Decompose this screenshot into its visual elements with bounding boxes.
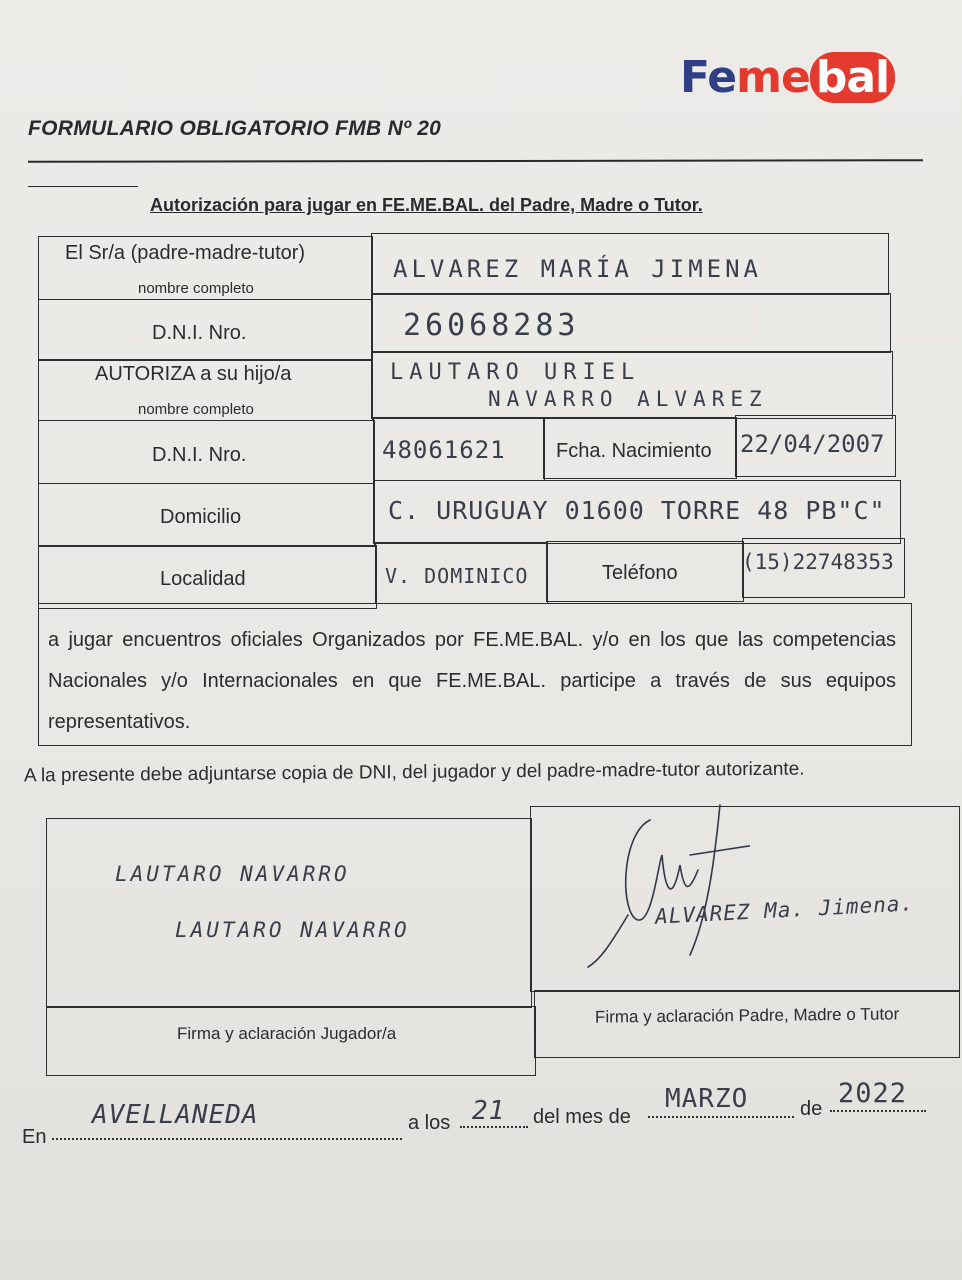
- title-divider: [28, 159, 923, 163]
- form-subtitle: Autorización para jugar en FE.ME.BAL. del Padre, Madre o Tutor.: [150, 195, 703, 215]
- address-value: C. URUGUAY 01600 TORRE 48 PB"C": [388, 496, 886, 525]
- year-value: 2022: [838, 1078, 908, 1109]
- year-dotted-line: [830, 1110, 926, 1112]
- phone-label: Teléfono: [602, 562, 678, 584]
- footer-mes-label: del mes de: [533, 1106, 631, 1128]
- birth-date-value: 22/04/2007: [740, 430, 885, 458]
- locality-label: Localidad: [160, 568, 246, 590]
- logo-part-3: bal: [810, 52, 895, 103]
- authorization-text: a jugar encuentros oficiales Organizados por FE.ME.BAL. y/o en los que las competencias Nacionales y/o Internacionales en que FE.ME.BAL. participe a través de sus equipos representativos.: [48, 629, 896, 733]
- city-value: AVELLANEDA: [92, 1100, 259, 1130]
- femebal-logo: [680, 52, 895, 103]
- child-label: AUTORIZA a su hijo/a: [95, 363, 292, 385]
- locality-value: V. DOMINICO: [385, 564, 529, 588]
- birth-label: Fcha. Nacimiento: [556, 440, 712, 462]
- parent-label: El Sr/a (padre-madre-tutor): [65, 242, 306, 264]
- logo-part-2: me: [736, 52, 810, 103]
- parent-dni-label: D.N.I. Nro.: [152, 322, 247, 344]
- attachment-note: A la presente debe adjuntarse copia de DNI, del jugador y del padre-madre-tutor autorizante.: [23, 758, 805, 787]
- short-divider: [28, 186, 138, 187]
- parent-signature-scribble: [580, 795, 750, 975]
- player-name-line1: LAUTARO NAVARRO: [115, 862, 350, 886]
- parent-sublabel: nombre completo: [138, 280, 254, 297]
- parent-signature-label: Firma y aclaración Padre, Madre o Tutor: [594, 1004, 900, 1027]
- footer-de-label: de: [800, 1098, 823, 1120]
- address-label: Domicilio: [160, 506, 242, 528]
- day-value: 21: [472, 1096, 506, 1126]
- player-signature-label: Firma y aclaración Jugador/a: [177, 1024, 397, 1043]
- logo-part-1: Fe: [680, 52, 737, 103]
- parent-clarification: ALVAREZ Ma. Jimena.: [654, 891, 915, 929]
- parent-name-value: ALVAREZ MARÍA JIMENA: [393, 255, 762, 283]
- child-sublabel: nombre completo: [138, 401, 254, 418]
- child-name-line1: LAUTARO URIEL: [390, 360, 641, 385]
- child-dni-label: D.N.I. Nro.: [152, 444, 247, 466]
- city-dotted-line: [52, 1138, 402, 1140]
- month-value: MARZO: [665, 1084, 749, 1114]
- player-name-line2: LAUTARO NAVARRO: [175, 918, 410, 942]
- day-dotted-line: [460, 1126, 528, 1128]
- parent-dni-value: 26068283: [403, 308, 580, 343]
- form-title: FORMULARIO OBLIGATORIO FMB Nº 20: [28, 117, 442, 140]
- child-name-line2: NAVARRO ALVAREZ: [488, 387, 768, 411]
- phone-value: (15)22748353: [742, 550, 894, 574]
- player-signature-box: [46, 818, 532, 1008]
- footer-a-los-label: a los: [408, 1112, 451, 1134]
- child-dni-value: 48061621: [382, 436, 506, 464]
- month-dotted-line: [648, 1116, 794, 1118]
- footer-en-label: En: [22, 1126, 47, 1148]
